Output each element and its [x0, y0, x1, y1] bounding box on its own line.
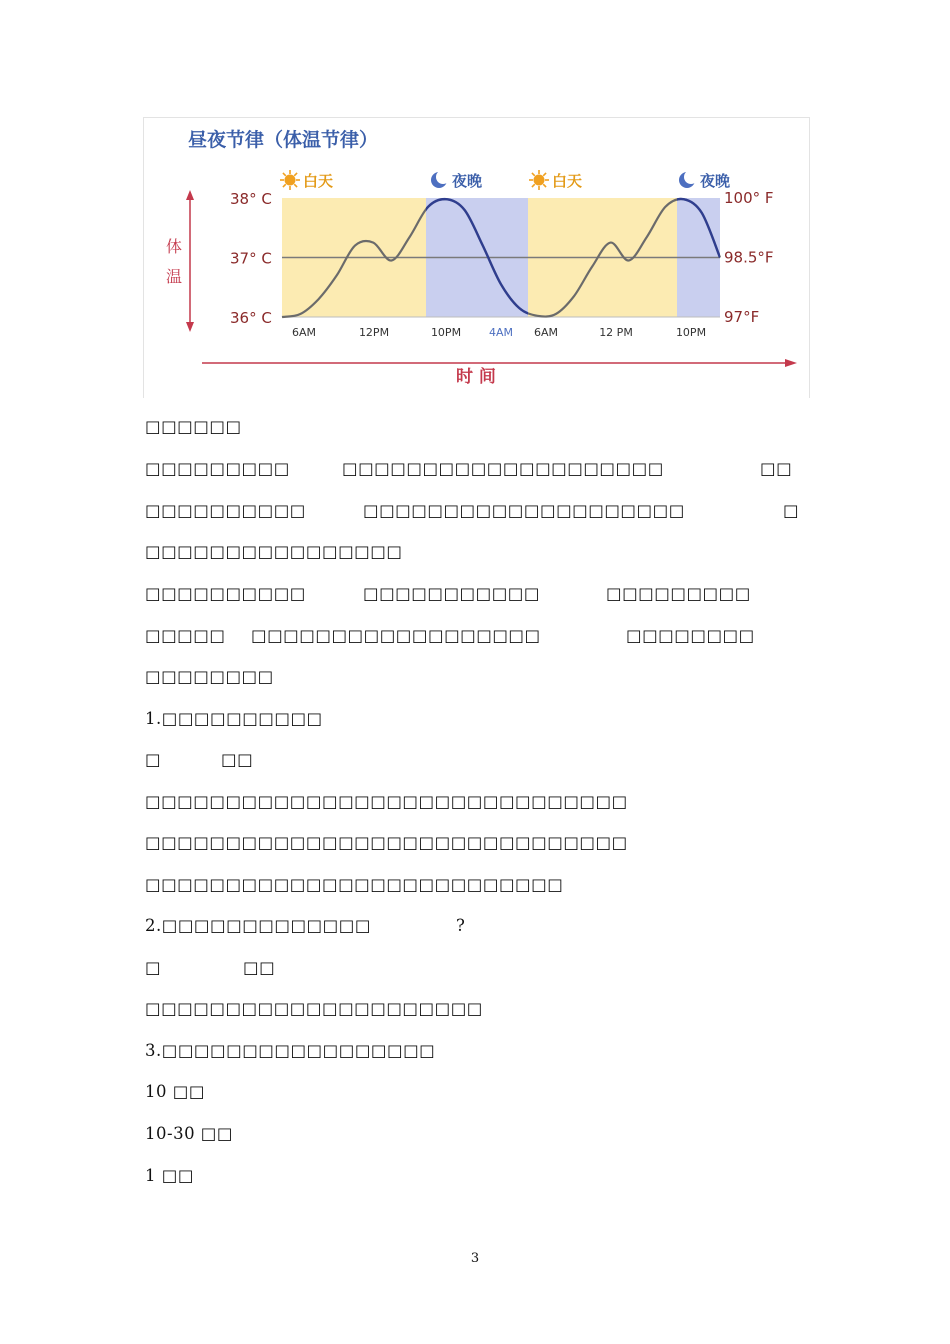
body-line-11: □□□□□□□□□□□□□□□□□□□□□□□□□□□□□□	[145, 833, 628, 852]
body-line-6	[145, 626, 795, 648]
answer-2-b: □□	[243, 958, 276, 977]
body-line-12: □□□□□□□□□□□□□□□□□□□□□□□□□□	[145, 875, 564, 894]
question-3: 3.□□□□□□□□□□□□□□□□□	[145, 1041, 436, 1060]
sun-ray	[543, 184, 546, 187]
time-tick-label: 12PM	[358, 326, 390, 339]
y-axis-arrow-down	[186, 322, 194, 332]
left-tick-label: 38° C	[230, 190, 272, 208]
body-line-3	[145, 501, 800, 523]
sun-ray	[532, 184, 535, 187]
body-line-3-b: □□□□□□□□□□□□□□□□□□□□	[363, 501, 685, 520]
body-line-5-c: □□□□□□□□□	[606, 584, 751, 603]
sun-ray	[283, 184, 286, 187]
page-number: 3	[470, 1251, 480, 1266]
right-tick-label: 100° F	[724, 189, 774, 207]
y-axis-arrow-up	[186, 190, 194, 200]
body-line-6-c: □□□□□□□□	[626, 626, 755, 645]
answer-options-1	[145, 750, 795, 772]
body-line-5-a: □□□□□□□□□□	[145, 584, 306, 603]
body-line-6-a: □□□□□	[145, 626, 226, 645]
body-line-2-a: □□□□□□□□□	[145, 459, 290, 478]
moon-cutout	[436, 170, 450, 184]
body-line-2	[145, 459, 795, 481]
body-line-6-b: □□□□□□□□□□□□□□□□□□	[251, 626, 541, 645]
circadian-rhythm-figure	[143, 117, 810, 398]
question-2-text: 2.□□□□□□□□□□□□□	[145, 916, 371, 935]
sun-ray	[532, 173, 535, 176]
body-line-2-c: □□	[760, 459, 793, 478]
sun-ray	[543, 173, 546, 176]
body-line-3-a: □□□□□□□□□□	[145, 501, 306, 520]
option-10-30: 10-30 □□	[145, 1124, 233, 1143]
right-tick-label: 98.5°F	[724, 248, 774, 267]
sun-ray	[294, 184, 297, 187]
x-axis-arrow	[785, 359, 797, 367]
sun-disc	[285, 175, 296, 186]
answer-options-2	[145, 958, 795, 980]
sun-disc	[534, 175, 545, 186]
circadian-chart	[144, 118, 809, 398]
left-tick-label: 37° C	[230, 249, 272, 268]
day-label: 白天	[552, 172, 583, 190]
answer-1-a: □	[145, 750, 162, 769]
sun-icon	[529, 170, 549, 190]
body-line-5	[145, 584, 795, 606]
body-line-10: □□□□□□□□□□□□□□□□□□□□□□□□□□□□□□	[145, 792, 628, 811]
question-2	[145, 916, 795, 938]
time-tick-label: 10PM	[430, 326, 462, 339]
body-line-2-b: □□□□□□□□□□□□□□□□□□□□	[342, 459, 664, 478]
answer-1-b: □□	[221, 750, 254, 769]
night-label: 夜晚	[700, 172, 731, 190]
option-10: 10 □□	[145, 1082, 205, 1101]
left-tick-label: 36° C	[230, 309, 272, 327]
moon-icon	[679, 170, 698, 188]
option-1: 1 □□	[145, 1166, 194, 1185]
body-line-7: □□□□□□□□	[145, 667, 274, 686]
question-2-mark: ?	[456, 916, 466, 935]
sun-ray	[294, 173, 297, 176]
body-line-1: □□□□□□	[145, 417, 242, 436]
chart-title: 昼夜节律（体温节律）	[188, 129, 379, 151]
moon-cutout	[684, 170, 698, 184]
right-tick-label: 97°F	[724, 308, 760, 326]
time-tick-label: 12 PM	[599, 326, 633, 339]
night-label: 夜晚	[452, 172, 483, 190]
sun-ray	[283, 173, 286, 176]
body-line-5-b: □□□□□□□□□□□	[363, 584, 540, 603]
question-1: 1.□□□□□□□□□□	[145, 709, 323, 728]
time-tick-label: 10PM	[675, 326, 707, 339]
time-tick-label: 6AM	[291, 326, 317, 339]
body-line-3-c: □	[783, 501, 800, 520]
x-axis-label: 时 间	[456, 367, 496, 387]
y-axis-label-1: 体	[166, 237, 183, 256]
answer-2-a: □	[145, 958, 162, 977]
y-axis-label-2: 温	[166, 267, 183, 286]
time-tick-label: 4AM	[488, 326, 514, 339]
sun-icon	[280, 170, 300, 190]
body-line-4: □□□□□□□□□□□□□□□□	[145, 542, 403, 561]
time-tick-label: 6AM	[533, 326, 559, 339]
moon-icon	[431, 170, 450, 188]
body-line-15: □□□□□□□□□□□□□□□□□□□□□	[145, 999, 483, 1018]
day-label: 白天	[303, 172, 334, 190]
